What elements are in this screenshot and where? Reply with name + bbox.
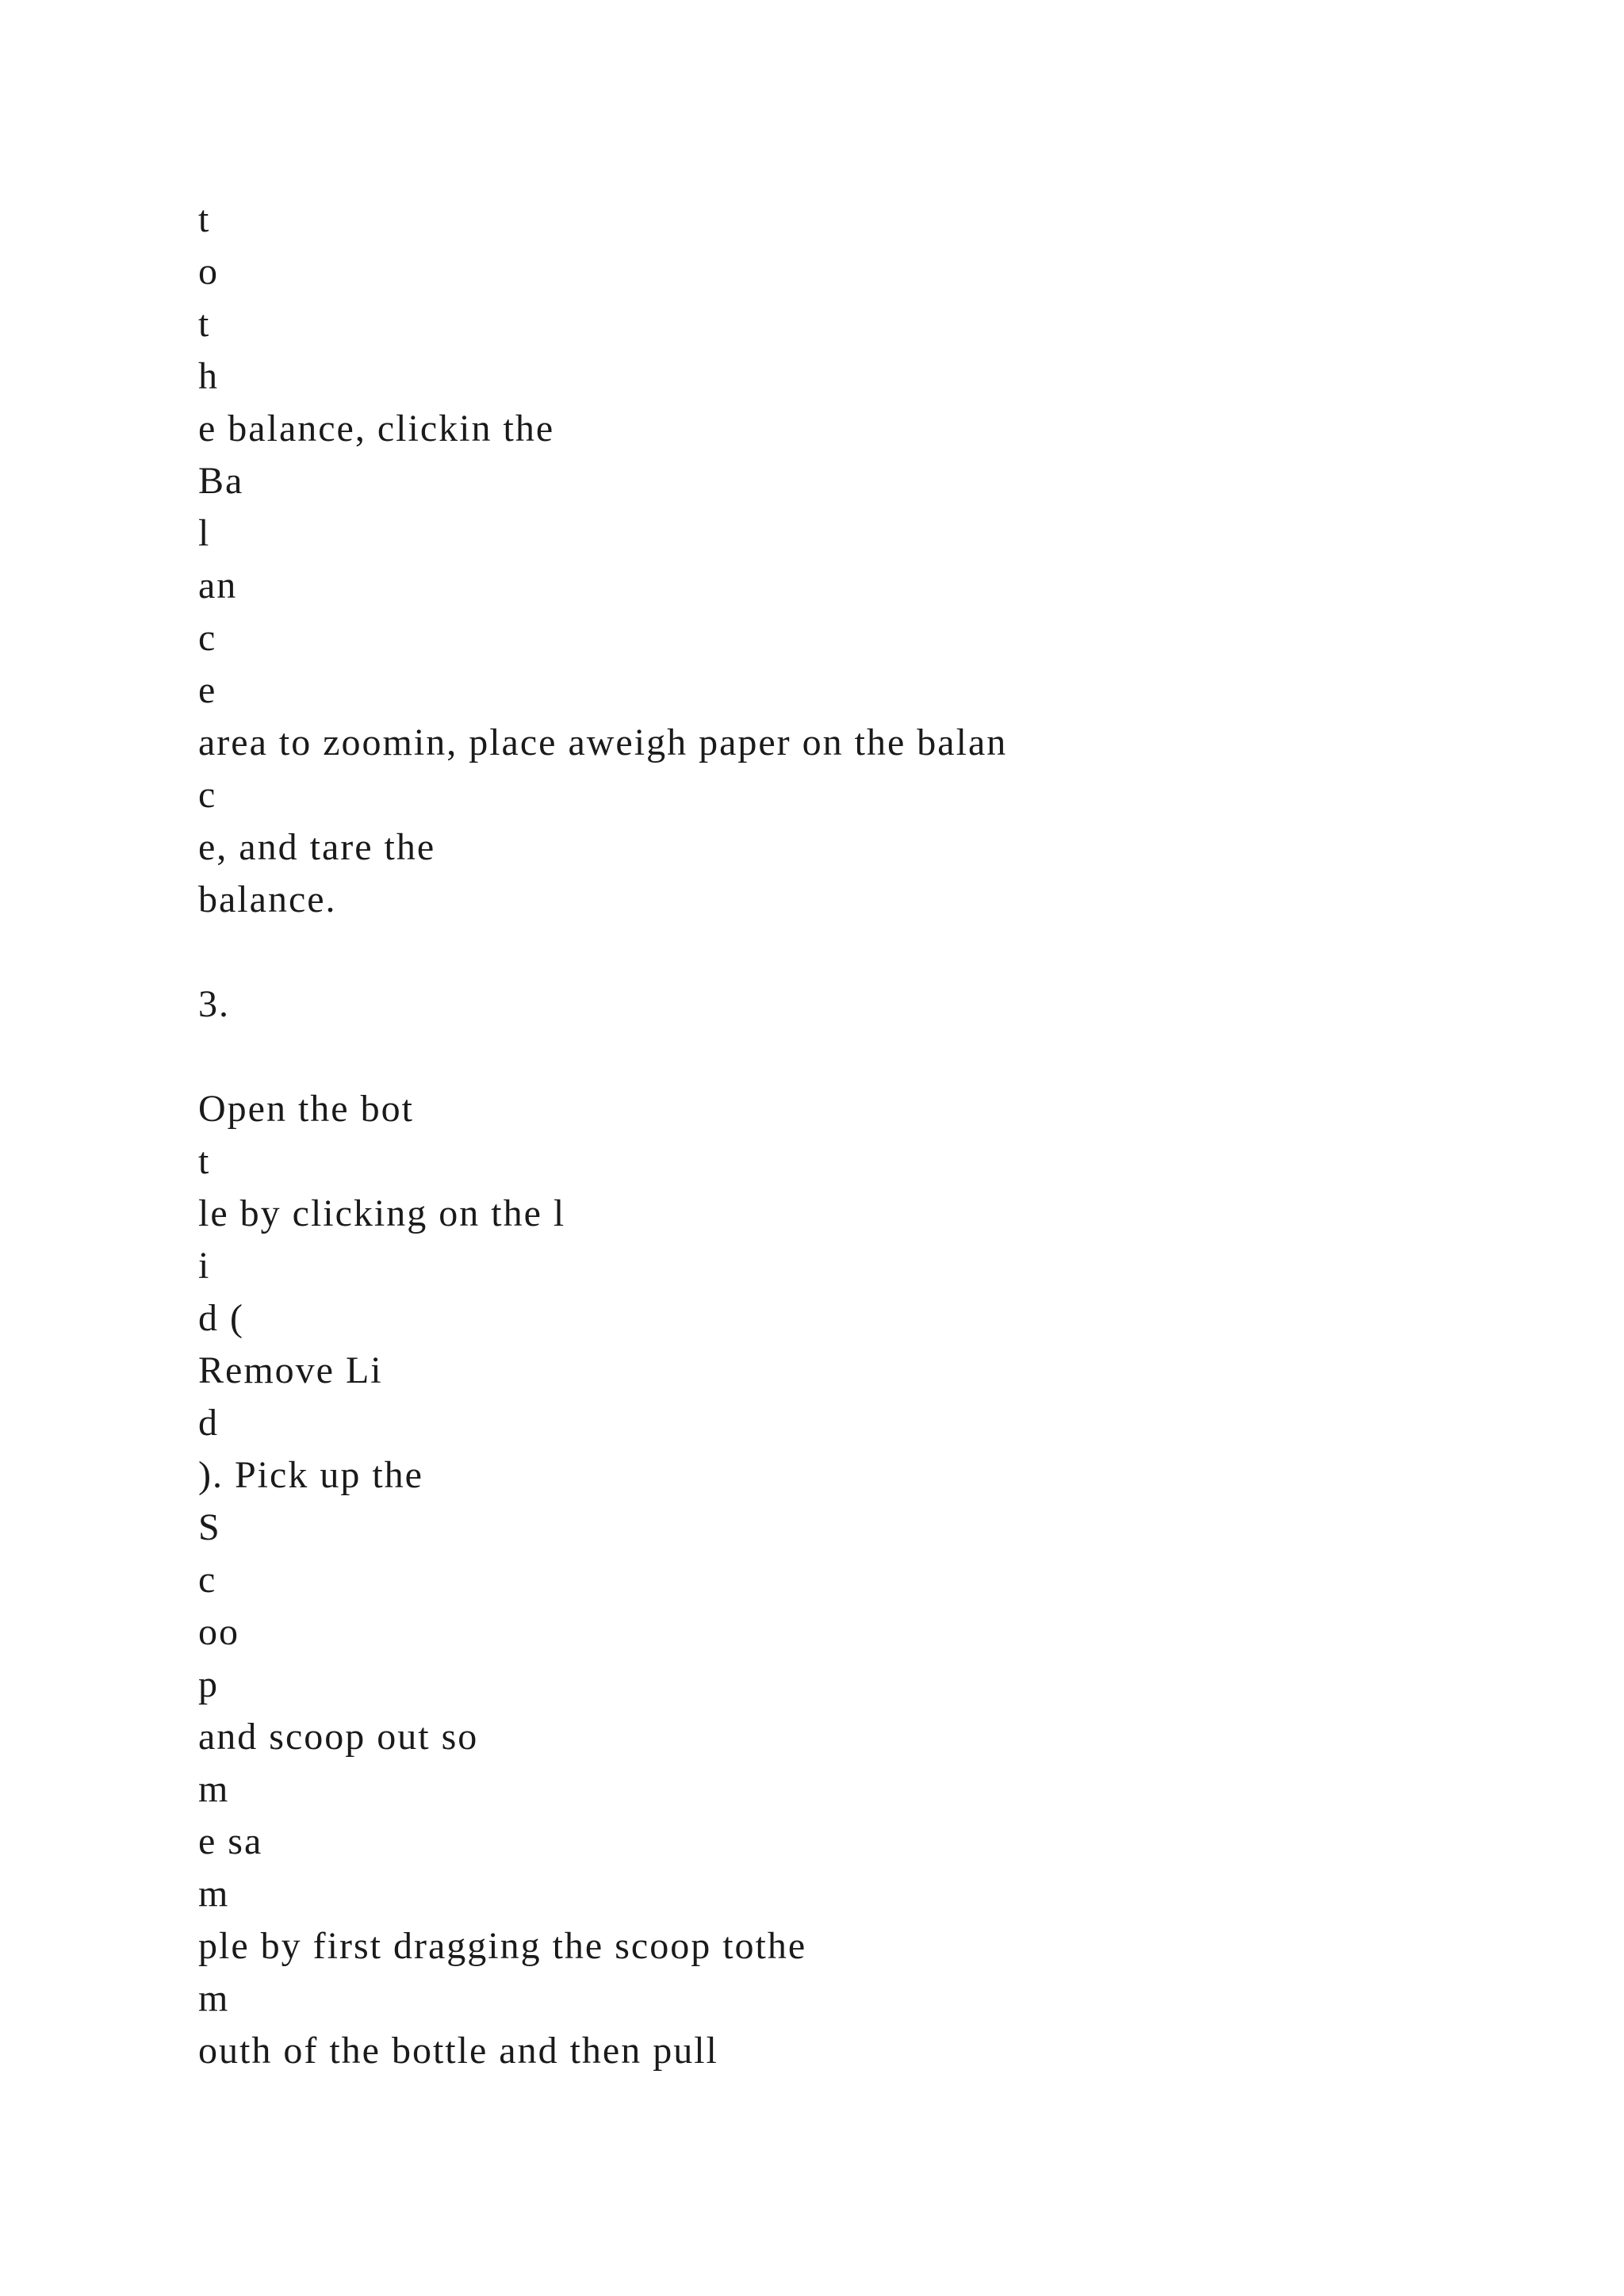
text-line: e, and tare the	[198, 826, 436, 868]
paragraph-gap	[198, 1031, 1624, 1083]
text-line: an	[198, 564, 238, 607]
text-line: Ba	[198, 460, 244, 502]
text-line: oo	[198, 1611, 239, 1653]
text-line: and scoop out so	[198, 1716, 479, 1758]
text-block-2	[198, 1083, 1624, 2077]
paragraph-gap	[198, 926, 1624, 978]
text-line: balance.	[198, 878, 337, 920]
text-line: l	[198, 512, 211, 554]
text-line: c	[198, 1559, 217, 1601]
text-line: e sa	[198, 1820, 263, 1862]
text-line: d	[198, 1402, 219, 1444]
text-line: h	[198, 355, 219, 397]
text-line: Remove Li	[198, 1349, 383, 1391]
text-line: ). Pick up the	[198, 1454, 423, 1496]
text-line: S	[198, 1506, 221, 1548]
text-line: d (	[198, 1297, 244, 1339]
text-line: e balance, clickin the	[198, 408, 555, 450]
text-block-1	[198, 193, 1624, 926]
text-line: le by clicking on the l	[198, 1192, 566, 1234]
text-line: t	[198, 1140, 211, 1182]
text-line: t	[198, 198, 211, 240]
text-line: Open the bot	[198, 1088, 414, 1130]
text-line: ple by first dragging the scoop tothe	[198, 1925, 807, 1967]
text-line: m	[198, 1768, 230, 1810]
text-line: c	[198, 617, 217, 659]
text-line: i	[198, 1245, 211, 1287]
text-line: m	[198, 1977, 230, 2019]
text-line: m	[198, 1873, 230, 1915]
text-line: outh of the bottle and then pull	[198, 2030, 718, 2072]
text-line: o	[198, 251, 219, 293]
text-line: e	[198, 669, 217, 711]
step-number: 3.	[198, 983, 230, 1025]
text-line: p	[198, 1663, 219, 1705]
text-line: c	[198, 774, 217, 816]
text-line: t	[198, 303, 211, 345]
text-line: area to zoomin, place aweigh paper on the balan	[198, 721, 1008, 763]
